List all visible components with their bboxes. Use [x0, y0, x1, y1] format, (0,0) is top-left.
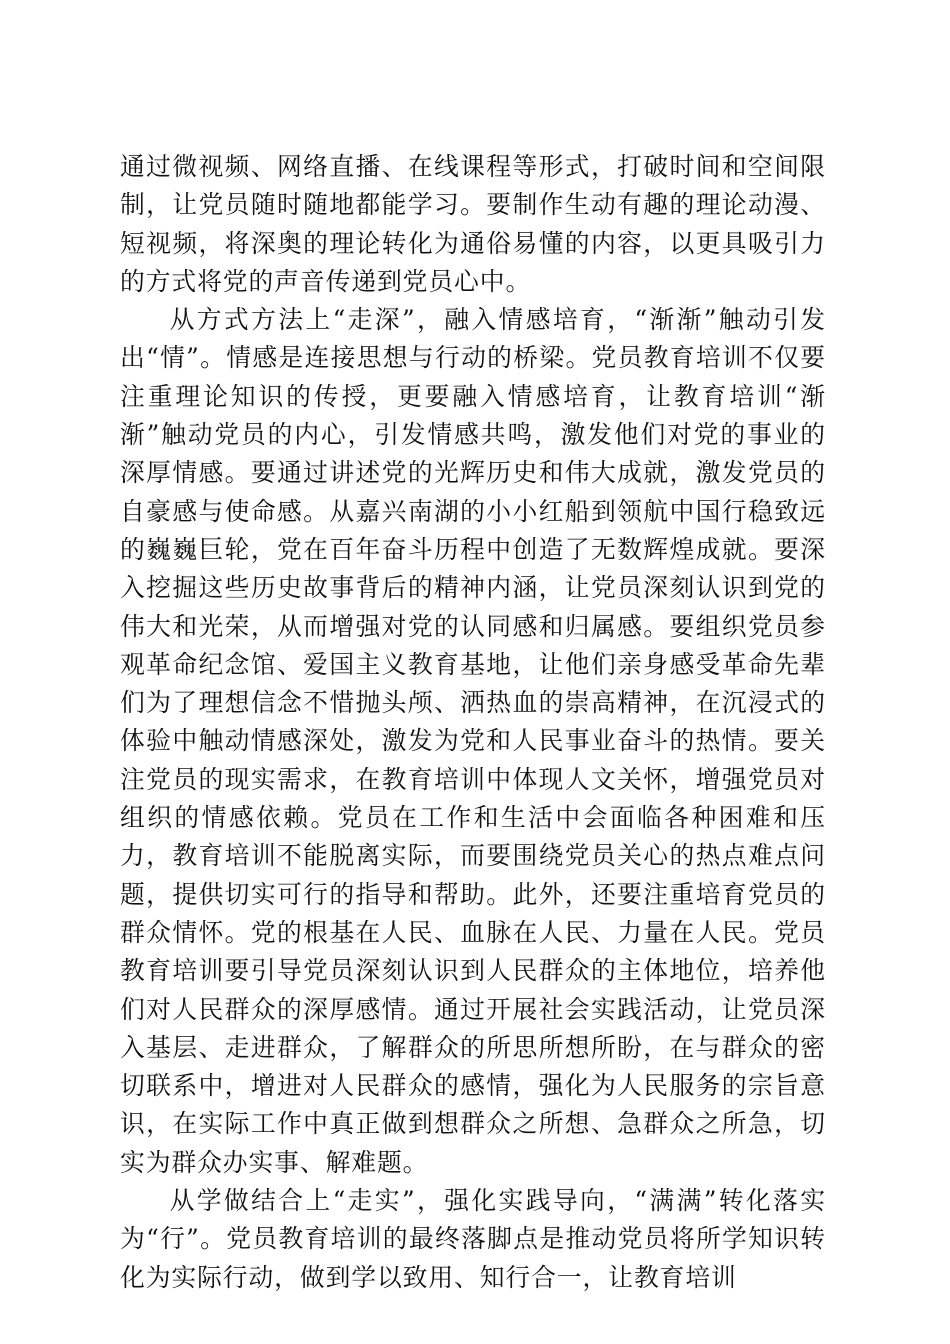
- paragraph-continuation: 通过微视频、网络直播、在线课程等形式，打破时间和空间限制，让党员随时随地都能学习。要制作生动有趣的理论动漫、短视频，将深奥的理论转化为通俗易懂的内容，以更具吸引力的方式将党的声音传递到党员心中。: [120, 152, 826, 296]
- paragraph-emotion-cultivation: 从方式方法上“走深”，融入情感培育，“渐渐”触动引发出“情”。情感是连接思想与行动的桥梁。党员教育培训不仅要注重理论知识的传授，更要融入情感培育，让教育培训“渐渐”触动党员的内心，引发情感共鸣，激发他们对党的事业的深厚情感。要通过讲述党的光辉历史和伟大成就，激发党员的自豪感与使命感。从嘉兴南湖的小小红船到领航中国行稳致远的巍巍巨轮，党在百年奋斗历程中创造了无数辉煌成就。要深入挖掘这些历史故事背后的精神内涵，让党员深刻认识到党的伟大和光荣，从而增强对党的认同感和归属感。要组织党员参观革命纪念馆、爱国主义教育基地，让他们亲身感受革命先辈们为了理想信念不惜抛头颅、洒热血的崇高精神，在沉浸式的体验中触动情感深处，激发为党和人民事业奋斗的热情。要关注党员的现实需求，在教育培训中体现人文关怀，增强党员对组织的情感依赖。党员在工作和生活中会面临各种困难和压力，教育培训不能脱离实际，而要围绕党员关心的热点难点问题，提供切实可行的指导和帮助。此外，还要注重培育党员的群众情怀。党的根基在人民、血脉在人民、力量在人民。党员教育培训要引导党员深刻认识到人民群众的主体地位，培养他们对人民群众的深厚感情。通过开展社会实践活动，让党员深入基层、走进群众，了解群众的所思所想所盼，在与群众的密切联系中，增进对人民群众的感情，强化为人民服务的宗旨意识，在实际工作中真正做到想群众之所想、急群众之所急，切实为群众办实事、解难题。: [120, 305, 826, 1177]
- paragraph-practice-orientation: 从学做结合上“走实”，强化实践导向，“满满”转化落实为“行”。党员教育培训的最终落脚点是推动党员将所学知识转化为实际行动，做到学以致用、知行合一，让教育培训: [120, 1186, 826, 1292]
- document-body: [120, 148, 826, 1297]
